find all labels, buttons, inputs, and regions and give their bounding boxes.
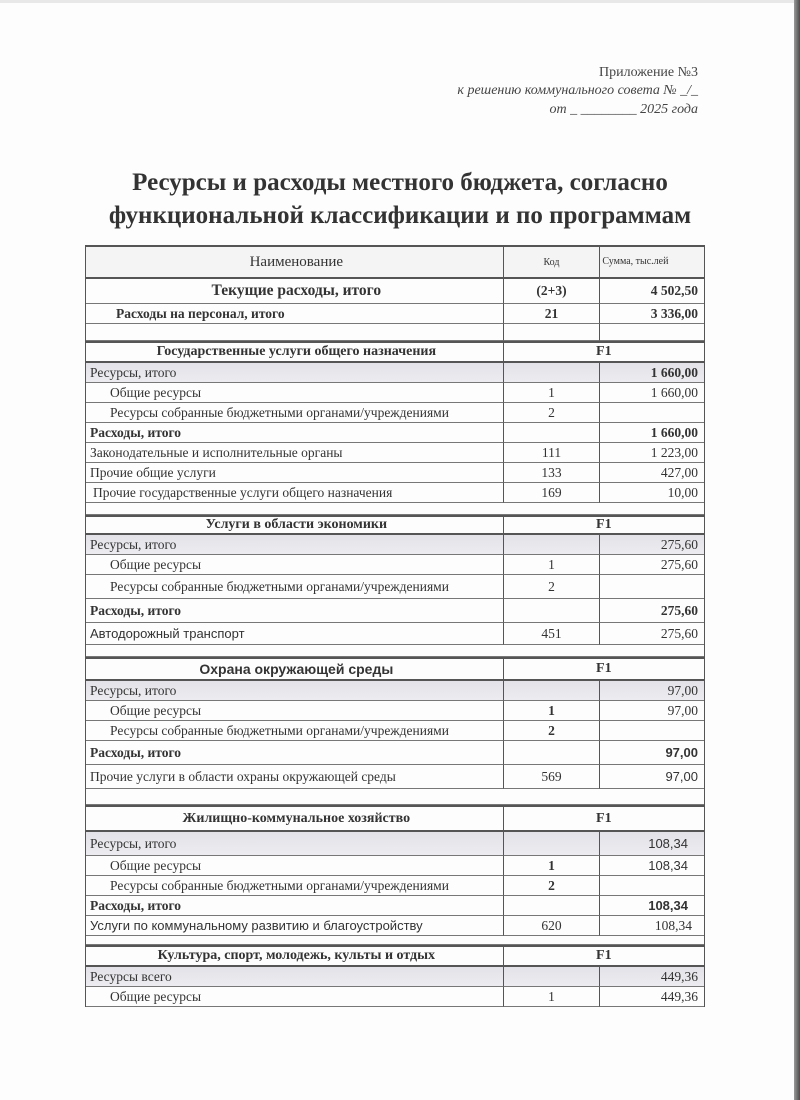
table-row bbox=[85, 423, 705, 443]
row-code: 2 bbox=[504, 575, 601, 599]
row-code: 111 bbox=[504, 443, 601, 463]
section-title: Культура, спорт, молодежь, культы и отдых bbox=[86, 945, 504, 967]
row-code: (2+3) bbox=[504, 279, 601, 304]
section-code: F1 bbox=[504, 515, 704, 535]
row-code bbox=[504, 363, 601, 383]
table-row bbox=[85, 443, 705, 463]
row-sum: 108,34 bbox=[600, 832, 704, 856]
section-header-culture bbox=[85, 945, 705, 967]
header-name: Наименование bbox=[86, 247, 504, 277]
table-header bbox=[85, 245, 705, 279]
row-name: Общие ресурсы bbox=[86, 987, 504, 1007]
row-sum: 4 502,50 bbox=[600, 279, 704, 304]
row-sum: 1 660,00 bbox=[600, 423, 704, 443]
annex-decision-ref: к решению коммунального совета № _/_ bbox=[457, 83, 698, 98]
table-row bbox=[85, 876, 705, 896]
row-code: 1 bbox=[504, 987, 601, 1007]
row-name: Общие ресурсы bbox=[86, 856, 504, 876]
row-sum: 275,60 bbox=[600, 623, 704, 645]
table-row bbox=[85, 535, 705, 555]
section-header-environment bbox=[85, 657, 705, 681]
title-line-1: Ресурсы и расходы местного бюджета, согласно bbox=[132, 169, 668, 196]
scan-right-edge bbox=[794, 0, 800, 1100]
row-name: Прочие общие услуги bbox=[86, 463, 504, 483]
row-code: 21 bbox=[504, 304, 601, 324]
table-row-current-expenses bbox=[85, 279, 705, 304]
table-row-spacer bbox=[85, 789, 705, 805]
section-title: Государственные услуги общего назначения bbox=[86, 341, 504, 363]
row-sum: 10,00 bbox=[600, 483, 704, 503]
section-header-general-services bbox=[85, 341, 705, 363]
row-code bbox=[504, 599, 601, 623]
table-row bbox=[85, 896, 705, 916]
row-code: 133 bbox=[504, 463, 601, 483]
row-name: Общие ресурсы bbox=[86, 701, 504, 721]
row-code bbox=[504, 681, 601, 701]
table-row bbox=[85, 701, 705, 721]
row-sum: 275,60 bbox=[600, 535, 704, 555]
row-name: Услуги по коммунальному развитию и благоустройству bbox=[86, 916, 504, 936]
table-row bbox=[85, 599, 705, 623]
row-name: Расходы на персонал, итого bbox=[86, 304, 504, 324]
table-row bbox=[85, 403, 705, 423]
table-row-spacer bbox=[85, 936, 705, 945]
section-title: Услуги в области экономики bbox=[86, 515, 504, 535]
spacer-cell bbox=[86, 645, 704, 657]
spacer-cell bbox=[600, 324, 704, 341]
row-sum: 108,34 bbox=[600, 916, 704, 936]
row-name: Ресурсы, итого bbox=[86, 832, 504, 856]
row-code: 1 bbox=[504, 383, 601, 403]
row-name: Общие ресурсы bbox=[86, 383, 504, 403]
row-sum bbox=[600, 403, 704, 423]
row-sum: 97,00 bbox=[600, 681, 704, 701]
table-row bbox=[85, 555, 705, 575]
row-sum: 97,00 bbox=[600, 741, 704, 765]
section-code: F1 bbox=[504, 945, 704, 967]
row-sum: 1 660,00 bbox=[600, 363, 704, 383]
table-row bbox=[85, 721, 705, 741]
row-sum bbox=[600, 721, 704, 741]
row-sum: 427,00 bbox=[600, 463, 704, 483]
table-row-personnel bbox=[85, 304, 705, 324]
row-sum: 449,36 bbox=[600, 967, 704, 987]
table-row bbox=[85, 383, 705, 403]
section-code: F1 bbox=[504, 341, 704, 363]
table-row bbox=[85, 741, 705, 765]
annex-date: от _ ________ 2025 года bbox=[549, 102, 698, 117]
row-name: Прочие государственные услуги общего назначения bbox=[86, 483, 504, 503]
row-code: 2 bbox=[504, 721, 601, 741]
row-name: Ресурсы, итого bbox=[86, 363, 504, 383]
row-code: 569 bbox=[504, 765, 601, 789]
row-sum: 275,60 bbox=[600, 599, 704, 623]
spacer-cell bbox=[86, 936, 704, 945]
row-code: 1 bbox=[504, 555, 601, 575]
table-row bbox=[85, 681, 705, 701]
row-sum: 108,34 bbox=[600, 856, 704, 876]
section-code: F1 bbox=[504, 805, 704, 832]
table-row bbox=[85, 916, 705, 936]
row-sum: 449,36 bbox=[600, 987, 704, 1007]
row-code: 1 bbox=[504, 856, 601, 876]
row-sum: 97,00 bbox=[600, 765, 704, 789]
row-sum: 97,00 bbox=[600, 701, 704, 721]
row-code: 620 bbox=[504, 916, 601, 936]
table-row bbox=[85, 623, 705, 645]
row-code bbox=[504, 967, 601, 987]
row-name: Ресурсы, итого bbox=[86, 535, 504, 555]
table-row bbox=[85, 987, 705, 1007]
scan-top-edge bbox=[0, 0, 800, 3]
row-sum: 275,60 bbox=[600, 555, 704, 575]
table-row-spacer bbox=[85, 503, 705, 515]
row-code bbox=[504, 741, 601, 765]
row-name: Расходы, итого bbox=[86, 599, 504, 623]
table-row bbox=[85, 483, 705, 503]
section-code: F1 bbox=[504, 657, 704, 681]
table-row bbox=[85, 575, 705, 599]
title-line-2: функциональной классификации и по программам bbox=[108, 202, 692, 229]
row-name: Ресурсы собранные бюджетными органами/учреждениями bbox=[86, 721, 504, 741]
spacer-cell bbox=[86, 324, 504, 341]
row-sum bbox=[600, 876, 704, 896]
row-name: Ресурсы собранные бюджетными органами/учреждениями bbox=[86, 876, 504, 896]
row-code: 451 bbox=[504, 623, 601, 645]
table-row bbox=[85, 765, 705, 789]
table-row bbox=[85, 832, 705, 856]
header-sum: Сумма, тыс.лей bbox=[602, 256, 669, 267]
table-row-spacer bbox=[85, 324, 705, 341]
table-row bbox=[85, 363, 705, 383]
section-header-economy bbox=[85, 515, 705, 535]
row-code: 1 bbox=[504, 701, 601, 721]
spacer-cell bbox=[504, 324, 601, 341]
document-title bbox=[60, 166, 740, 232]
annex-number: Приложение №3 bbox=[599, 65, 698, 80]
row-code bbox=[504, 535, 601, 555]
table-row-spacer bbox=[85, 645, 705, 657]
row-sum: 1 223,00 bbox=[600, 443, 704, 463]
row-sum: 108,34 bbox=[600, 896, 704, 916]
row-name: Расходы, итого bbox=[86, 896, 504, 916]
section-header-housing bbox=[85, 805, 705, 832]
table-row bbox=[85, 967, 705, 987]
row-name: Расходы, итого bbox=[86, 741, 504, 765]
row-name: Расходы, итого bbox=[86, 423, 504, 443]
header-code: Код bbox=[504, 247, 601, 277]
row-sum: 1 660,00 bbox=[600, 383, 704, 403]
section-title: Жилищно-коммунальное хозяйство bbox=[86, 805, 504, 832]
row-code bbox=[504, 832, 601, 856]
row-name: Общие ресурсы bbox=[86, 555, 504, 575]
row-name: Ресурсы всего bbox=[86, 967, 504, 987]
row-name: Автодорожный транспорт bbox=[86, 623, 504, 645]
table-row bbox=[85, 856, 705, 876]
row-code: 169 bbox=[504, 483, 601, 503]
spacer-cell bbox=[86, 789, 704, 805]
row-name: Законодательные и исполнительные органы bbox=[86, 443, 504, 463]
row-name: Ресурсы, итого bbox=[86, 681, 504, 701]
row-name: Текущие расходы, итого bbox=[86, 279, 504, 304]
row-code: 2 bbox=[504, 876, 601, 896]
section-title: Охрана окружающей среды bbox=[86, 657, 504, 681]
table-row bbox=[85, 463, 705, 483]
row-sum bbox=[600, 575, 704, 599]
row-name: Прочие услуги в области охраны окружающей среды bbox=[86, 765, 504, 789]
row-code bbox=[504, 896, 601, 916]
spacer-cell bbox=[86, 503, 704, 515]
row-name: Ресурсы собранные бюджетными органами/учреждениями bbox=[86, 575, 504, 599]
row-code bbox=[504, 423, 601, 443]
row-name: Ресурсы собранные бюджетными органами/учреждениями bbox=[86, 403, 504, 423]
row-code: 2 bbox=[504, 403, 601, 423]
row-sum: 3 336,00 bbox=[600, 304, 704, 324]
